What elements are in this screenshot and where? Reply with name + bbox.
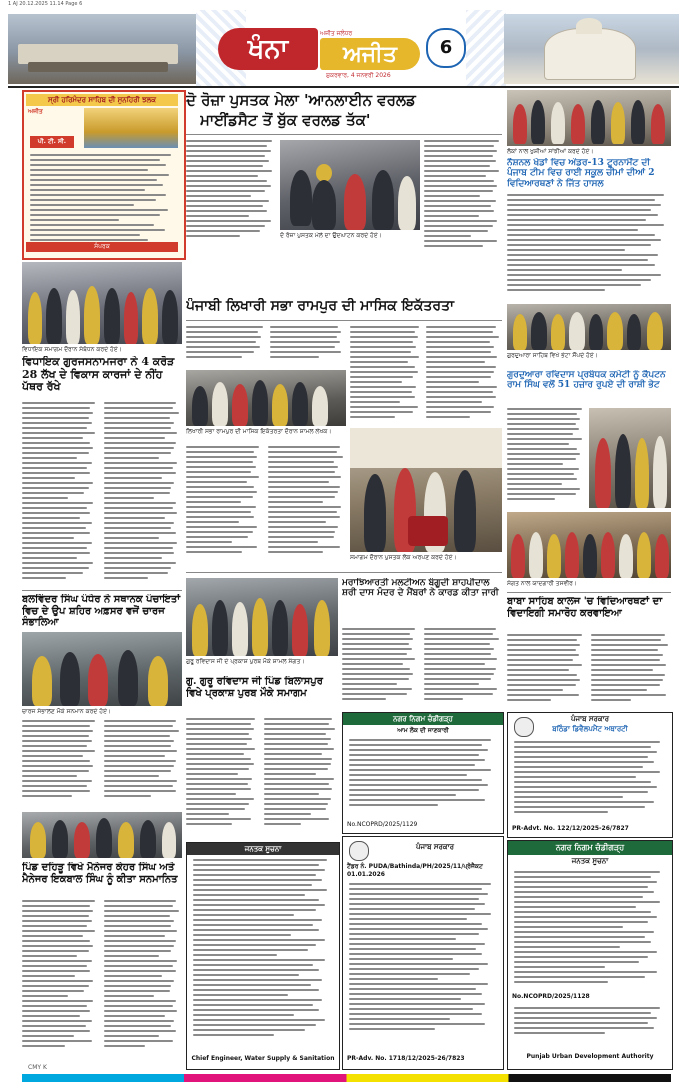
center-mid-col5 xyxy=(350,326,422,422)
paper-name: ਅਜੀਤ xyxy=(320,38,420,70)
center-mid-col4 xyxy=(268,446,346,556)
bathinda-title: ਪੰਜਾਬ ਸਰਕਾਰ xyxy=(570,715,609,723)
left-lower-headline2: ਪਿੰਡ ਦਹਿੜੂ ਵਿਖੇ ਮੈਨੇਜਰ ਕੇਹਰ ਸਿੰਘ ਅਤੇ ਮੈਨੇਜਰ ਇਕਬਾਲ ਸਿੰਘ ਨੂੰ ਕੀਤਾ ਸਨਮਾਨਿਤ xyxy=(22,862,178,885)
center-mid-photo-caption: ਲਿਖਾਰੀ ਸਭਾ ਰਾਮਪੁਰ ਦੀ ਮਾਸਿਕ ਇਕੱਤਰਤਾ ਦੌਰਾਨ ਸ਼ਾਮਲ ਲੇਖਕ। xyxy=(186,428,332,435)
punjab-sarkar-pr-advt: PR-Adv. No. 1718/12/2025-26/7823 xyxy=(347,1055,465,1062)
issue-date: ਸ਼ੁਕਰਵਾਰ, 4 ਜਨਵਰੀ 2026 xyxy=(326,72,391,79)
public-notice-footer: Punjab Urban Development Authority xyxy=(526,1053,654,1060)
right-top-photo xyxy=(507,90,671,146)
lead-col1-text xyxy=(186,140,276,240)
nagar-nigam-notice xyxy=(342,712,504,834)
lead-headline-line1: ਦੋ ਰੋਜ਼ਾ ਪੁਸਤਕ ਮੇਲਾ 'ਆਨਲਾਈਨ ਵਰਲਡ xyxy=(186,92,416,109)
bathinda-body xyxy=(514,741,666,823)
right-lower-col2 xyxy=(591,634,671,710)
right-mid-photo2 xyxy=(589,408,671,508)
bathinda-emblem-icon xyxy=(514,717,534,737)
lead-rule xyxy=(186,134,502,135)
center-mid-photo2-caption: ਸਮਾਗਮ ਦੌਰਾਨ ਪੁਸਤਕ ਲੋਕ ਅਰਪਣ ਕਰਦੇ ਹੋਏ। xyxy=(350,554,457,561)
left-mid-caption: ਵਿਧਾਇਕ ਸਮਾਗਮ ਦੌਰਾਨ ਸੰਬੋਧਨ ਕਰਦੇ ਹੋਏ। xyxy=(22,346,122,353)
center-mid-rule xyxy=(186,320,502,321)
punjab-sarkar-notice xyxy=(342,836,504,1070)
center-mid-headline: ਪੰਜਾਬੀ ਲਿਖਾਰੀ ਸਭਾ ਰਾਮਪੁਰ ਦੀ ਮਾਸਿਕ ਇਕੱਤਰਤਾ xyxy=(186,298,455,314)
public-notice-sub: ਜਨਤਕ ਸੂਚਨਾ xyxy=(571,857,609,865)
center-mid-col6 xyxy=(426,326,502,422)
masthead xyxy=(8,10,679,86)
punjab-sarkar-body xyxy=(349,883,497,1043)
left-lower-col4 xyxy=(104,900,182,1060)
masthead-left-photo xyxy=(8,14,196,84)
bottom-reg-bar xyxy=(22,1074,671,1082)
right-top-headline: ਨੈਸ਼ਨਲ ਖੇਡਾਂ ਵਿਚ ਅੰਡਰ-13 ਟੂਰਨਾਮੈਂਟ ਦੀ ਪੰਜਾਬ ਟੀਮ ਵਿਚ ਰਾਈ ਸਕੂਲ ਚੀਮਾਂ ਦੀਆਂ 2 ਵਿਦਿਆਰਥਣਾਂ ਨੇ ਜਿੱਤ ਹਾਸਲ xyxy=(507,158,655,188)
right-mid-caption: ਗੁਰਦੁਆਰਾ ਸਾਹਿਬ ਵਿਖੇ ਭੇਟਾ ਸੌਂਪਦੇ ਹੋਏ। xyxy=(507,352,598,359)
center-lower-story-col2 xyxy=(424,628,502,708)
bathinda-sub: ਬਠਿੰਡਾ ਡਿਵੈਲਪਮੈਂਟ ਅਥਾਰਟੀ xyxy=(552,725,628,733)
lead-headline-line2: ਮਾਈਂਡਸੈਟ ਤੋਂ ਬੁੱਕ ਵਰਲਡ ਤੱਕ' xyxy=(200,112,371,129)
public-notice xyxy=(507,840,673,1070)
punjab-sarkar-tender: ਟੈਂਡਰ ਨੰ. PUDA/Bathinda/PH/2025/11/ਪ੍ਰੋਜੈਕਟ 01.01.2026 xyxy=(347,863,483,878)
center-mid-col3 xyxy=(186,446,262,556)
right-top-text xyxy=(507,194,671,302)
left-lower-headline: ਬਲਵਿੰਦਰ ਸਿੰਘ ਪੰਧੇਰ ਨੇ ਸਥਾਨਕ ਪੰਚਾਇਤਾਂ ਵਿਚ ਦੇ ਉਪ ਸ਼ਹਿਰ ਅਫ਼ਸਰ ਵਜੋਂ ਚਾਰਜ ਸੰਭਾਲਿਆ xyxy=(22,594,181,628)
nagar-nigam-sub: ਆਮ ਲੋਕ ਦੀ ਜਾਣਕਾਰੀ xyxy=(397,727,449,734)
right-lower-rule xyxy=(507,592,671,593)
golden-temple-photo xyxy=(84,108,178,148)
left-lower-col2 xyxy=(104,720,182,808)
masthead-pattern-right xyxy=(466,10,506,86)
center-mid-col2 xyxy=(270,326,346,366)
left-mid-headline: ਵਿਧਾਇਕ ਗੁਰਜਸਨਾਮਜਰਾ ਨੇ 4 ਕਰੋੜ 28 ਲੱਖ ਦੇ ਵਿਕਾਸ ਕਾਰਜਾਂ ਦੇ ਨੀਂਹ ਪੱਥਰ ਰੱਖੇ xyxy=(22,356,175,394)
public-notice-title: ਨਗਰ ਨਿਗਮ ਚੰਡੀਗੜ੍ਹ xyxy=(508,841,672,855)
lead-col3-text xyxy=(424,140,502,248)
ad-footer: ਸੰਪਰਕ xyxy=(26,242,178,252)
left-lower-col1 xyxy=(22,720,98,808)
bottom-ref: CMY K xyxy=(28,1064,47,1071)
golden-temple-ad xyxy=(22,90,186,260)
masthead-right-photo xyxy=(504,14,679,84)
top-strip-text: 1 AJ 20.12.2025 11.14 Page 6 xyxy=(8,1,83,7)
lead-photo xyxy=(280,140,420,230)
left-lower-photo2 xyxy=(22,812,182,858)
punjab-sarkar-title: ਪੰਜਾਬ ਸਰਕਾਰ xyxy=(415,843,454,851)
bathinda-notice xyxy=(507,712,673,838)
public-notice-body xyxy=(514,871,666,991)
left-lower-col3 xyxy=(22,900,98,1060)
center-lower-rule xyxy=(186,572,502,573)
top-strip xyxy=(0,0,687,9)
public-notice-ref: No.NCOPRD/2025/1128 xyxy=(512,993,590,1000)
edition-label: ਅਜੀਤ ਜਲੰਧਰ xyxy=(320,30,353,37)
center-mid-col1 xyxy=(186,326,266,366)
center-mid-photo xyxy=(186,370,346,426)
center-lower-story-headline: ਮਰਾਝਿਆਰਤੀ ਮਲਟੀਅਨ ਬੰਗੂਦੀ ਸ਼ਾਹਪੀਦਾਲ ਸ਼ਰੀ ਦਾਸ ਮੰਦਰ ਦੇ ਮੈਂਬਰਾਂ ਨੇ ਕਾਰਡ ਕੀਤਾ ਜਾਰੀ xyxy=(342,578,499,599)
lead-photo-caption: ਦੋ ਰੋਜ਼ਾ ਪੁਸਤਕ ਮੇਲੇ ਦਾ ਉਦਘਾਟਨ ਕਰਦੇ ਹੋਏ। xyxy=(280,232,382,239)
city-name: ਖੰਨਾ xyxy=(218,28,318,70)
central-notice xyxy=(186,842,340,1070)
center-lower-col1 xyxy=(186,718,258,838)
left-lower-rule xyxy=(22,590,182,591)
right-mid-photo3 xyxy=(507,512,671,578)
public-notice-body2 xyxy=(514,1007,666,1047)
ad-badge: ਪੀ. ਟੀ. ਸੀ. xyxy=(30,136,74,148)
right-mid-col1 xyxy=(507,408,585,508)
central-notice-footer: Chief Engineer, Water Supply & Sanitation xyxy=(191,1055,335,1062)
left-mid-photo xyxy=(22,262,182,344)
center-lower-caption: ਗੁਰੂ ਰਵਿਦਾਸ ਜੀ ਦੇ ਪ੍ਰਕਾਸ਼ ਪੁਰਬ ਮੌਕੇ ਸ਼ਾਮਲ ਸੰਗਤ। xyxy=(186,658,305,665)
masthead-rule xyxy=(8,86,679,88)
right-mid-photo xyxy=(507,304,671,350)
left-mid-col1 xyxy=(22,402,98,592)
right-lower-col1 xyxy=(507,634,585,710)
central-notice-body xyxy=(193,859,333,1049)
nagar-nigam-body xyxy=(349,739,497,819)
center-mid-photo2 xyxy=(350,428,502,552)
right-mid-headline: ਗੁਰਦੁਆਰਾ ਰਵਿਦਾਸ ਪ੍ਰਬੰਧਕ ਕਮੇਟੀ ਨੂੰ ਕੈਪਟਨ ਰਾਮ ਸਿੰਘ ਵਲੋਂ 51 ਹਜ਼ਾਰ ਰੁਪਏ ਦੀ ਰਾਸ਼ੀ ਭੇਟ xyxy=(507,370,666,391)
page-number: 6 xyxy=(426,28,466,68)
center-lower-col2 xyxy=(264,718,338,838)
punjab-sarkar-emblem-icon xyxy=(349,841,369,861)
right-mid-photo3-caption: ਸੰਗਤ ਨਾਲ ਯਾਦਗਾਰੀ ਤਸਵੀਰ। xyxy=(507,580,577,587)
ad-title: ਸ੍ਰੀ ਹਰਿਮੰਦਰ ਸਾਹਿਬ ਦੀ ਸੁਨਹਿਰੀ ਝਲਕ xyxy=(26,94,178,106)
left-lower-caption: ਚਾਰਜ ਸੰਭਾਲਣ ਮੌਕੇ ਸਨਮਾਨ ਕਰਦੇ ਹੋਏ। xyxy=(22,708,111,715)
right-lower-headline: ਬਾਬਾ ਸਾਹਿਬ ਕਾਲਜ 'ਚ ਵਿਦਿਆਰਥਣਾਂ ਦਾ ਵਿਦਾਇਗੀ ਸਮਾਰੋਹ ਕਰਵਾਇਆ xyxy=(507,596,663,619)
central-notice-title: ਜਨਤਕ ਸੂਚਨਾ xyxy=(187,843,339,855)
nagar-nigam-title: ਨਗਰ ਨਿਗਮ ਚੰਡੀਗੜ੍ਹ xyxy=(343,713,503,725)
nagar-nigam-ref: No.NCOPRD/2025/1129 xyxy=(347,821,418,828)
bathinda-pr-advt: PR-Advt. No. 122/12/2025-26/7827 xyxy=(512,825,629,832)
left-lower-photo xyxy=(22,632,182,706)
ad-body-text xyxy=(30,154,178,244)
ad-subtitle: ਅਜੀਤ xyxy=(28,108,43,115)
center-lower-story-col1 xyxy=(342,628,418,708)
left-mid-col2 xyxy=(104,402,182,592)
center-lower-headline: ਗੁ. ਗੁਰੂ ਰਵਿਦਾਸ ਜੀ ਪਿੰਡ ਬਿਲਾਸਪੁਰ ਵਿਖੇ ਪ੍ਰਕਾਸ਼ ਪੁਰਬ ਮੌਕੇ ਸਮਾਗਮ xyxy=(186,676,323,699)
center-lower-photo xyxy=(186,578,338,656)
right-top-caption: ਲੋਕਾਂ ਨਾਲ ਖੁਸ਼ੀਆਂ ਸਾਂਝੀਆਂ ਕਰਦੇ ਹੋਏ। xyxy=(507,148,594,155)
